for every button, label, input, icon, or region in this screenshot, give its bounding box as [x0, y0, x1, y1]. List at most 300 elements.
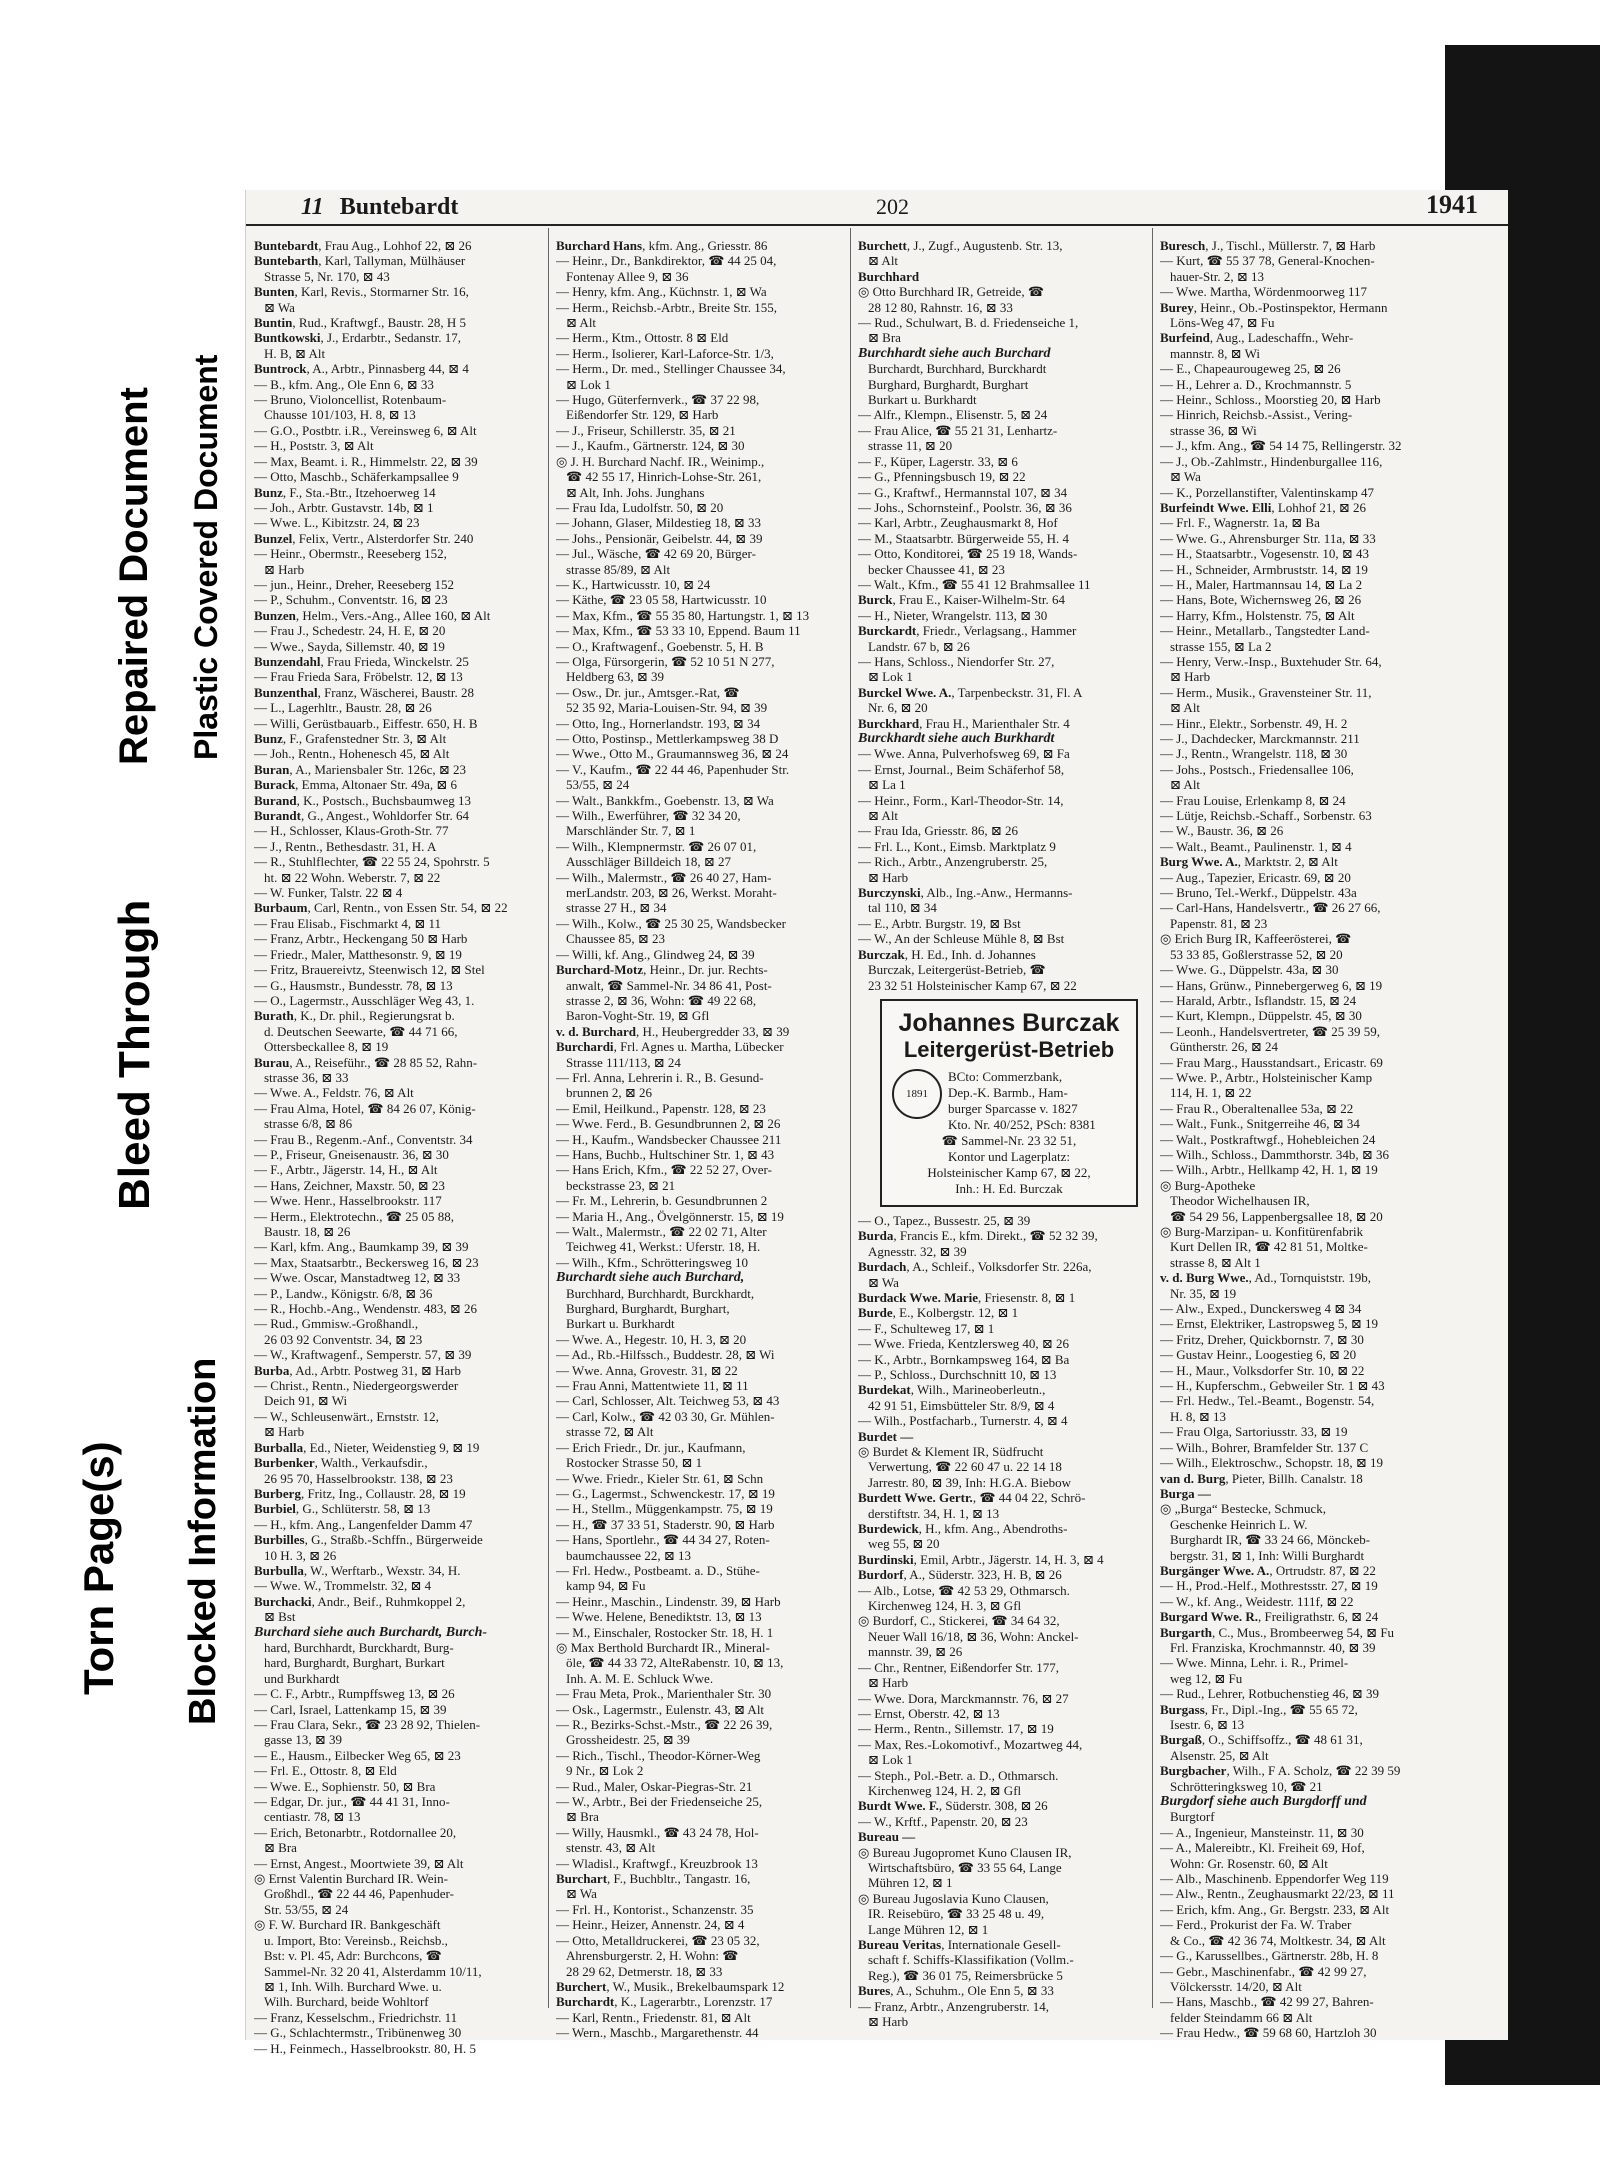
directory-entry: Verwertung, ☎ 22 60 47 u. 22 14 18 — [868, 1459, 1062, 1475]
directory-entry: — Frl. H., Kontorist., Schanzenstr. 35 — [556, 1901, 754, 1917]
directory-entry: Wirtschaftsbüro, ☎ 33 55 64, Lange — [868, 1859, 1062, 1875]
directory-entry: — Osw., Dr. jur., Amtsger.-Rat, ☎ — [556, 684, 740, 700]
column-4 — [1160, 238, 1460, 2041]
directory-entry: — Wwe. Helene, Benediktstr. 13, ⊠ 13 — [556, 1609, 762, 1625]
directory-entry: Burand, K., Postsch., Buchsbaumweg 13 — [254, 792, 472, 808]
directory-entry: Lange Mühren 12, ⊠ 1 — [868, 1921, 989, 1937]
directory-entry: ⊠ Wa — [1170, 469, 1201, 485]
directory-entry: — Frau J., Schedestr. 24, H. E, ⊠ 20 — [254, 623, 446, 639]
directory-entry: weg 55, ⊠ 20 — [868, 1536, 940, 1552]
directory-entry: — K., Porzellanstifter, Valentinskamp 47 — [1160, 484, 1375, 500]
directory-entry: — Wilh., Elektroschw., Schopstr. 18, ⊠ 19 — [1160, 1455, 1384, 1471]
directory-entry: — Kurt, ☎ 55 37 78, General-Knochen- — [1160, 253, 1375, 269]
directory-entry: Bst: v. Pl. 45, Adr: Burchcons, ☎ — [264, 1948, 442, 1964]
directory-entry: Str. 53/55, ⊠ 24 — [264, 1901, 349, 1917]
directory-entry: Papenstr. 81, ⊠ 23 — [1170, 915, 1268, 931]
directory-entry: — G., Hausmstr., Bundesstr. 78, ⊠ 13 — [254, 977, 453, 993]
directory-entry: ⊠ Harb — [868, 869, 909, 885]
directory-entry: — Frau Meta, Prok., Marienthaler Str. 30 — [556, 1686, 772, 1702]
directory-entry: — Willi, Gerüstbauarb., Eiffestr. 650, H. B — [254, 715, 478, 731]
directory-entry: Burkart u. Burkhardt — [868, 392, 977, 408]
directory-entry: — G., Karussellbes., Gärtnerstr. 28b, H. 8 — [1160, 1948, 1379, 1964]
directory-entry: d. Deutschen Seewarte, ☎ 44 71 66, — [264, 1023, 458, 1039]
directory-entry: Burbenker, Walth., Verkaufsdir., — [254, 1455, 428, 1471]
directory-entry: — J., kfm. Ang., ☎ 54 14 75, Rellingerstr. 32 — [1160, 438, 1402, 454]
directory-entry: — Wilh., Postfacharb., Turnerstr. 4, ⊠ 4 — [858, 1413, 1068, 1429]
directory-entry: IR. Reisebüro, ☎ 33 25 48 u. 49, — [868, 1906, 1045, 1922]
directory-entry: Burey, Heinr., Ob.-Postinspektor, Hermann — [1160, 299, 1388, 315]
directory-entry: Burdett Wwe. Gertr., ☎ 44 04 22, Schrö- — [858, 1490, 1086, 1506]
directory-entry: 42 91 51, Eimsbütteler Str. 8/9, ⊠ 4 — [868, 1397, 1055, 1413]
directory-entry: — Edgar, Dr. jur., ☎ 44 41 31, Inno- — [254, 1794, 450, 1810]
directory-entry: — R., Hochb.-Ang., Wendenstr. 483, ⊠ 26 — [254, 1301, 478, 1317]
directory-entry: — Hans, Buchb., Hultschiner Str. 1, ⊠ 43 — [556, 1146, 775, 1162]
directory-entry: — Otto, Maschb., Schäferkampsallee 9 — [254, 469, 459, 485]
directory-entry: Fontenay Allee 9, ⊠ 36 — [566, 268, 689, 284]
directory-entry: — Walt., Kfm., ☎ 55 41 12 Brahmsallee 11 — [858, 576, 1091, 592]
directory-entry: Burdorf, A., Süderstr. 323, H. B, ⊠ 26 — [858, 1567, 1062, 1583]
directory-entry: — E., Hausm., Eilbecker Weg 65, ⊠ 23 — [254, 1747, 461, 1763]
directory-entry: Burath, K., Dr. phil., Regierungsrat b. — [254, 1008, 455, 1024]
directory-entry: Burbiel, G., Schlüterstr. 58, ⊠ 13 — [254, 1501, 431, 1517]
directory-entry: Burchacki, Andr., Beif., Ruhmkoppel 2, — [254, 1593, 466, 1609]
directory-entry: — G., Schlachtermstr., Tribünenweg 30 — [254, 2025, 462, 2041]
directory-entry: Burgass, Fr., Dipl.-Ing., ☎ 55 65 72, — [1160, 1701, 1358, 1717]
directory-entry: Burgard Wwe. R., Freiligrathstr. 6, ⊠ 24 — [1160, 1609, 1379, 1625]
directory-entry: strasse 27 H., ⊠ 34 — [566, 900, 667, 916]
directory-entry: Burdewick, H., kfm. Ang., Abendroths- — [858, 1521, 1068, 1537]
directory-entry: Burchhard, Burchhardt, Burckhardt, — [566, 1285, 755, 1301]
directory-entry: ◎ Otto Burchhard IR, Getreide, ☎ — [858, 284, 1045, 300]
directory-entry: — Fritz, Dreher, Quickbornstr. 7, ⊠ 30 — [1160, 1331, 1364, 1347]
directory-entry: — Harald, Arbtr., Isflandstr. 15, ⊠ 24 — [1160, 992, 1357, 1008]
directory-entry: Burdack Wwe. Marie, Friesenstr. 8, ⊠ 1 — [858, 1289, 1076, 1305]
ad-bank-line: Kto. Nr. 40/252, PSch: 8381 — [948, 1116, 1096, 1132]
directory-entry: — Joh., Rentn., Hohenesch 45, ⊠ Alt — [254, 746, 450, 762]
directory-entry: — H., Nieter, Wrangelstr. 113, ⊠ 30 — [858, 607, 1048, 623]
directory-entry: — Franz, Kesselschm., Friedrichstr. 11 — [254, 2009, 458, 2025]
directory-entry: — P., Landw., Königstr. 6/8, ⊠ 36 — [254, 1285, 433, 1301]
directory-entry: — Ernst, Journal., Beim Schäferhof 58, — [858, 761, 1065, 777]
directory-entry: — H., Staatsarbtr., Vogesenstr. 10, ⊠ 43 — [1160, 546, 1370, 562]
directory-entry: — W., Krftf., Papenstr. 20, ⊠ 23 — [858, 1813, 1028, 1829]
directory-entry: — O., Lagermstr., Ausschläger Weg 43, 1. — [254, 992, 475, 1008]
directory-entry: — Henry, kfm. Ang., Küchnstr. 1, ⊠ Wa — [556, 284, 767, 300]
directory-entry: — Wladisl., Kraftwgf., Kreuzbrook 13 — [556, 1855, 758, 1871]
directory-entry: — Max, Kfm., ☎ 55 35 80, Hartungstr. 1, ⊠ 13 — [556, 607, 810, 623]
directory-entry: — Wilh., Klempnermstr. ☎ 26 07 01, — [556, 838, 757, 854]
directory-entry: bergstr. 31, ⊠ 1, Inh: Willi Burghardt — [1170, 1547, 1365, 1563]
directory-entry: centiastr. 78, ⊠ 13 — [264, 1809, 361, 1825]
directory-entry: 9 Nr., ⊠ Lok 2 — [566, 1763, 644, 1779]
directory-entry: H. B, ⊠ Alt — [264, 345, 326, 361]
directory-entry: ⊠ Alt — [1170, 700, 1201, 716]
directory-entry: — Wwe. W., Trommelstr. 32, ⊠ 4 — [254, 1578, 432, 1594]
directory-entry: Chausse 101/103, H. 8, ⊠ 13 — [264, 407, 416, 423]
directory-entry: — Hans, Maschb., ☎ 42 99 27, Bahren- — [1160, 1994, 1374, 2010]
directory-entry: — Wwe. P., Arbtr., Holsteinischer Kamp — [1160, 1069, 1373, 1085]
directory-entry: — H., Stellm., Müggenkampstr. 75, ⊠ 19 — [556, 1501, 773, 1517]
directory-entry: Burck, Frau E., Kaiser-Wilhelm-Str. 64 — [858, 592, 1065, 608]
directory-entry: ⊠ Bra — [566, 1809, 599, 1825]
directory-entry: — Fr. M., Lehrerin, b. Gesundbrunnen 2 — [556, 1193, 768, 1209]
directory-entry: — H., ☎ 37 33 51, Staderstr. 90, ⊠ Harb — [556, 1516, 775, 1532]
directory-entry: Buran, A., Mariensbaler Str. 126c, ⊠ 23 — [254, 761, 467, 777]
directory-entry: Burdekat, Wilh., Marineoberleutn., — [858, 1382, 1046, 1398]
directory-entry: Burgarth, C., Mus., Brombeerweg 54, ⊠ Fu — [1160, 1624, 1395, 1640]
directory-entry: Burgbacher, Wilh., F A. Scholz, ☎ 22 39 59 — [1160, 1763, 1401, 1779]
directory-entry: ⊠ Bra — [868, 330, 901, 346]
directory-entry: — Alb., Lotse, ☎ 42 53 29, Othmarsch. — [858, 1582, 1070, 1598]
directory-entry: 28 12 80, Rahnstr. 16, ⊠ 33 — [868, 299, 1013, 315]
directory-entry: Burandt, G., Angest., Wohldorfer Str. 64 — [254, 808, 470, 824]
directory-entry: baumchaussee 22, ⊠ 13 — [566, 1547, 691, 1563]
directory-entry: ⊠ Alt, Inh. Johs. Junghans — [566, 484, 705, 500]
directory-entry: — Christ., Rentn., Niedergeorgswerder — [254, 1378, 459, 1394]
directory-entry: — H., Feinmech., Hasselbrookstr. 80, H. 5 — [254, 2040, 477, 2056]
directory-entry: — K., Arbtr., Bornkampsweg 164, ⊠ Ba — [858, 1351, 1070, 1367]
directory-entry: — Frau Olga, Sartoriusstr. 33, ⊠ 19 — [1160, 1424, 1348, 1440]
directory-entry: Buntin, Rud., Kraftwgf., Baustr. 28, H 5 — [254, 315, 466, 331]
directory-entry: Güntherstr. 26, ⊠ 24 — [1170, 1039, 1279, 1055]
directory-entry: — Hans, Schloss., Niendorfer Str. 27, — [858, 653, 1055, 669]
directory-entry: ◎ Burg-Apotheke — [1160, 1177, 1256, 1193]
ad-title: Johannes Burczak — [898, 1008, 1120, 1037]
directory-entry: 53 33 85, Goßlerstrasse 52, ⊠ 20 — [1170, 946, 1343, 962]
directory-entry: Baustr. 18, ⊠ 26 — [264, 1224, 351, 1239]
column-number: 11 — [301, 194, 324, 220]
directory-entry: — Karl, Arbtr., Zeughausmarkt 8, Hof — [858, 515, 1058, 531]
directory-entry: — Hinr., Elektr., Sorbenstr. 49, H. 2 — [1160, 715, 1348, 731]
directory-entry: ⊠ Wa — [264, 299, 295, 315]
directory-entry: — Ferd., Prokurist der Fa. W. Traber — [1160, 1917, 1352, 1933]
directory-entry: — Joh., Arbtr. Gustavstr. 14b, ⊠ 1 — [254, 499, 434, 515]
directory-entry: — Harry, Kfm., Holstenstr. 75, ⊠ Alt — [1160, 607, 1355, 623]
directory-entry: — Kurt, Klempn., Düppelstr. 45, ⊠ 30 — [1160, 1008, 1362, 1024]
directory-entry: — Wwe. Ferd., B. Gesundbrunnen 2, ⊠ 26 — [556, 1116, 781, 1132]
directory-entry: — Alw., Exped., Dunckersweg 4 ⊠ 34 — [1160, 1301, 1362, 1317]
ad-address-line: Holsteinischer Kamp 67, ⊠ 22, — [927, 1164, 1091, 1180]
directory-entry: Burchert, W., Musik., Brekelbaumspark 12 — [556, 1978, 785, 1994]
directory-entry: — Herm., Rentn., Sillemstr. 17, ⊠ 19 — [858, 1721, 1054, 1737]
directory-entry: Burde, E., Kolbergstr. 12, ⊠ 1 — [858, 1305, 1019, 1321]
directory-entry: hard, Burghardt, Burghart, Burkart — [264, 1655, 445, 1671]
directory-entry: Wohn: Gr. Rosenstr. 60, ⊠ Alt — [1170, 1855, 1328, 1871]
directory-entry: Burda, Francis E., kfm. Direkt., ☎ 52 32 39, — [858, 1228, 1098, 1244]
directory-entry: strasse 155, ⊠ La 2 — [1170, 638, 1272, 654]
directory-entry: Burkart u. Burkhardt — [566, 1316, 675, 1332]
directory-entry: Frl. Franziska, Krochmannstr. 40, ⊠ 39 — [1170, 1639, 1376, 1655]
column-divider — [548, 228, 549, 2008]
directory-entry: Burgdorf siehe auch Burgdorff und — [1160, 1794, 1367, 1810]
directory-entry: Geschenke Heinrich L. W. — [1170, 1516, 1308, 1532]
ad-address-line: Kontor und Lagerplatz: — [947, 1148, 1070, 1164]
directory-entry: strasse 6/8, ⊠ 86 — [264, 1116, 353, 1132]
directory-entry: — Frau Clara, Sekr., ☎ 23 28 92, Thielen- — [254, 1717, 481, 1732]
directory-entry: ⊠ Wa — [566, 1886, 597, 1902]
directory-entry: — Wilh., Bohrer, Bramfelder Str. 137 C — [1160, 1439, 1369, 1455]
directory-entry: ◎ Ernst Valentin Burchard IR. Wein- — [254, 1871, 448, 1887]
directory-entry: — O., Kraftwagenf., Goebenstr. 5, H. B — [556, 638, 764, 654]
directory-entry: — Johann, Glaser, Mildestieg 18, ⊠ 33 — [556, 515, 761, 531]
directory-entry: Bunz, F., Sta.-Btr., Itzehoerweg 14 — [254, 484, 436, 500]
directory-entry: Burczynski, Alb., Ing.-Anw., Hermanns- — [858, 885, 1073, 901]
directory-entry: — Otto, Postinsp., Mettlerkampsweg 38 D — [556, 731, 779, 746]
directory-entry: — H., Maler, Hartmannsau 14, ⊠ La 2 — [1160, 576, 1363, 592]
directory-entry: — Erich, kfm. Ang., Gr. Bergstr. 233, ⊠ Alt — [1160, 1901, 1390, 1917]
directory-entry: — V., Kaufm., ☎ 22 44 46, Papenhuder Str. — [556, 761, 790, 777]
page-header — [246, 190, 1508, 222]
directory-entry: — H., Schneider, Armbruststr. 14, ⊠ 19 — [1160, 561, 1368, 577]
directory-entry: Burg Wwe. A., Marktstr. 2, ⊠ Alt — [1160, 854, 1338, 870]
ad-phone: ☎ Sammel-Nr. 23 32 51, — [941, 1132, 1077, 1148]
directory-entry: Heldberg 63, ⊠ 39 — [566, 669, 665, 685]
directory-entry: felder Steindamm 66 ⊠ Alt — [1170, 2009, 1313, 2025]
directory-entry: — Heinr., Dr., Bankdirektor, ☎ 44 25 04, — [556, 253, 777, 269]
directory-entry: — Otto, Konditorei, ☎ 25 19 18, Wands- — [858, 546, 1078, 562]
directory-entry: — Heinr., Obermstr., Reeseberg 152, — [254, 546, 447, 562]
ad-address — [888, 1149, 1130, 1197]
directory-entry: Bunten, Karl, Revis., Stormarner Str. 16, — [254, 284, 469, 300]
directory-entry: 28 29 62, Detmerstr. 18, ⊠ 33 — [566, 1963, 723, 1979]
directory-entry: 53/55, ⊠ 24 — [566, 777, 630, 793]
directory-entry: — Wwe. E., Sophienstr. 50, ⊠ Bra — [254, 1778, 436, 1794]
directory-entry: ht. ⊠ 22 Wohn. Weberstr. 7, ⊠ 22 — [264, 869, 441, 885]
directory-entry: — A., Ingenieur, Mansteinstr. 11, ⊠ 30 — [1160, 1824, 1364, 1840]
directory-entry: — Wilh., Kfm., Schrötteringsweg 10 — [556, 1254, 749, 1270]
directory-entry: — W., Schleusenwärt., Ernststr. 12, — [254, 1408, 439, 1424]
directory-entry: ◎ Bureau Jugopromet Kuno Clausen IR, — [858, 1844, 1072, 1860]
directory-entry: — Frl. E., Ottostr. 8, ⊠ Eld — [254, 1763, 397, 1779]
directory-entry: — Fritz, Brauereivtz, Steenwisch 12, ⊠ Stel — [254, 962, 485, 978]
directory-entry: — Frau Alice, ☎ 55 21 31, Lenhartz- — [858, 422, 1058, 438]
directory-entry: — W. Funker, Talstr. 22 ⊠ 4 — [254, 885, 403, 901]
directory-entry: Bureau Veritas, Internationale Gesell- — [858, 1937, 1061, 1952]
directory-entry: weg 12, ⊠ Fu — [1170, 1670, 1243, 1686]
directory-entry: Burchardi, Frl. Agnes u. Martha, Lübecker — [556, 1039, 784, 1055]
directory-entry: strasse 36, ⊠ Wi — [1170, 422, 1257, 438]
directory-entry: — Gustav Heinr., Loogestieg 6, ⊠ 20 — [1160, 1347, 1357, 1363]
directory-entry: Burghard, Burghardt, Burghart — [868, 376, 1029, 392]
directory-entry: — Wilh., Ewerführer, ☎ 32 34 20, — [556, 808, 741, 824]
directory-entry: Kirchenweg 124, H. 2, ⊠ Gfl — [868, 1782, 1022, 1798]
directory-entry: schaft f. Schiffs-Klassifikation (Vollm.- — [868, 1952, 1074, 1968]
directory-entry: Burfeindt Wwe. Elli, Lohhof 21, ⊠ 26 — [1160, 499, 1367, 515]
year: 1941 — [1426, 190, 1478, 219]
directory-entry: Buntkowski, J., Erdarbtr., Sedanstr. 17, — [254, 330, 461, 346]
directory-entry: Bunzendahl, Frau Frieda, Winckelstr. 25 — [254, 653, 469, 669]
directory-entry: becker Chaussee 41, ⊠ 23 — [868, 561, 1005, 577]
directory-entry: — K., Hartwicusstr. 10, ⊠ 24 — [556, 576, 711, 592]
directory-entry: Burchardt siehe auch Burchard, — [556, 1270, 745, 1286]
directory-entry: Buntebardt, Frau Aug., Lohhof 22, ⊠ 26 — [254, 238, 472, 253]
directory-entry: Schrötteringksweg 10, ☎ 21 — [1170, 1778, 1323, 1794]
directory-entry: — Rich., Arbtr., Anzengruberstr. 25, — [858, 854, 1048, 870]
column-1 — [254, 238, 542, 2056]
ad-bank-line: Dep.-K. Barmb., Ham- — [948, 1084, 1068, 1100]
column-divider — [850, 228, 851, 2008]
directory-entry: Burberg, Fritz, Ing., Collaustr. 28, ⊠ 19 — [254, 1485, 466, 1501]
directory-entry: — Ad., Rb.-Hilfssch., Buddestr. 28, ⊠ Wi — [556, 1347, 775, 1363]
directory-entry: — Rud., Gmmisw.-Großhandl., — [254, 1316, 419, 1332]
directory-entry: — Frau Frieda Sara, Fröbelstr. 12, ⊠ 13 — [254, 669, 463, 685]
directory-entry: — Chr., Rentner, Eißendorfer Str. 177, — [858, 1659, 1059, 1675]
directory-entry: — Heinr., Schloss., Moorstieg 20, ⊠ Harb — [1160, 392, 1381, 408]
directory-entry: — Rud., Schulwart, B. d. Friedenseiche 1, — [858, 315, 1079, 331]
directory-entry: Mühren 12, ⊠ 1 — [868, 1875, 953, 1891]
directory-entry: — J., Friseur, Schillerstr. 35, ⊠ 21 — [556, 422, 736, 438]
directory-entry: Ausschläger Billdeich 18, ⊠ 27 — [566, 854, 732, 870]
directory-entry: — E., Chapeaurougeweg 25, ⊠ 26 — [1160, 361, 1341, 377]
directory-entry: — Hans Erich, Kfm., ☎ 22 52 27, Over- — [556, 1162, 772, 1178]
directory-entry: derstiftstr. 34, H. 1, ⊠ 13 — [868, 1505, 1000, 1521]
directory-entry: Burchardt, K., Lagerarbtr., Lorenzstr. 17 — [556, 1994, 773, 2010]
directory-entry: — Aug., Tapezier, Ericastr. 69, ⊠ 20 — [1160, 869, 1351, 885]
directory-entry: Burchhardt siehe auch Burchard — [858, 345, 1051, 361]
directory-entry: — Max, Beamt. i. R., Himmelstr. 22, ⊠ 39 — [254, 453, 478, 469]
directory-entry: — H., Maur., Volksdorfer Str. 10, ⊠ 22 — [1160, 1362, 1365, 1378]
directory-entry: — H., Kaufm., Wandsbecker Chaussee 211 — [556, 1131, 782, 1147]
directory-entry: — Otto, Metalldruckerei, ☎ 23 05 32, — [556, 1932, 760, 1948]
directory-entry: Marschländer Str. 7, ⊠ 1 — [566, 823, 696, 839]
directory-entry: — Käthe, ☎ 23 05 58, Hartwicusstr. 10 — [556, 592, 767, 608]
directory-entry: Burdt Wwe. F., Süderstr. 308, ⊠ 26 — [858, 1798, 1048, 1814]
directory-entry: Eißendorfer Str. 129, ⊠ Harb — [566, 407, 719, 423]
directory-entry: — P., Schloss., Durchschnitt 10, ⊠ 13 — [858, 1366, 1057, 1382]
directory-entry: strasse 8, ⊠ Alt 1 — [1170, 1254, 1261, 1270]
directory-entry: — Steph., Pol.-Betr. a. D., Othmarsch. — [858, 1767, 1059, 1783]
directory-entry: Burbaum, Carl, Rentn., von Essen Str. 54, ⊠ 22 — [254, 900, 508, 916]
directory-entry: ⊠ Alt — [868, 253, 899, 269]
directory-entry: — Wwe. Anna, Pulverhofsweg 69, ⊠ Fa — [858, 746, 1070, 762]
directory-entry: Ahrensburgerstr. 2, H. Wohn: ☎ — [566, 1948, 739, 1964]
directory-entry: mannstr. 8, ⊠ Wi — [1170, 345, 1260, 361]
directory-entry: 26 03 92 Conventstr. 34, ⊠ 23 — [264, 1331, 423, 1347]
directory-entry: — Heinr., Form., Karl-Theodor-Str. 14, — [858, 792, 1064, 808]
directory-entry: — C. F., Arbtr., Rumpffsweg 13, ⊠ 26 — [254, 1686, 455, 1702]
directory-entry: ⊠ Alt — [868, 808, 899, 824]
directory-entry: — Erich Friedr., Dr. jur., Kaufmann, — [556, 1439, 746, 1455]
directory-entry: Burga — — [1160, 1485, 1211, 1501]
directory-entry: — Carl, Israel, Lattenkamp 15, ⊠ 39 — [254, 1701, 447, 1717]
directory-entry: — Heinr., Metallarb., Tangstedter Land- — [1160, 623, 1370, 639]
directory-entry: Burdinski, Emil, Arbtr., Jägerstr. 14, H. 3, ⊠ 4 — [858, 1551, 1104, 1567]
directory-entry: — Frl. Hedw., Postbeamt. a. D., Stühe- — [556, 1562, 760, 1578]
directory-entry: ⊠ Lok 1 — [566, 376, 611, 392]
directory-entry: — Wwe. A., Feldstr. 76, ⊠ Alt — [254, 1085, 414, 1101]
directory-entry: hauer-Str. 2, ⊠ 13 — [1170, 268, 1265, 284]
directory-entry: Burdet — — [858, 1428, 914, 1444]
directory-entry: — Carl-Hans, Handelsvertr., ☎ 26 27 66, — [1160, 900, 1381, 916]
directory-entry: ◎ Bureau Jugoslavia Kuno Clausen, — [858, 1890, 1049, 1906]
directory-entry: — Ernst, Oberstr. 42, ⊠ 13 — [858, 1705, 1000, 1721]
directory-entry: — Herm., Isolierer, Karl-Laforce-Str. 1/3, — [556, 345, 774, 361]
directory-entry: — Bruno, Violoncellist, Rotenbaum- — [254, 392, 447, 408]
directory-entry: mannstr. 39, ⊠ 26 — [868, 1644, 963, 1660]
directory-entry: — Hans, Sportlehr., ☎ 44 34 27, Roten- — [556, 1532, 770, 1548]
directory-entry: — Frau Marg., Hausstandsart., Ericastr. 69 — [1160, 1054, 1383, 1070]
directory-entry: ⊠ Bst — [264, 1609, 296, 1625]
directory-entry: — Rud., Lehrer, Rotbuchenstieg 46, ⊠ 39 — [1160, 1686, 1380, 1702]
directory-entry: gasse 13, ⊠ 39 — [264, 1732, 343, 1748]
directory-entry: — Ernst, Elektriker, Lastropsweg 5, ⊠ 19 — [1160, 1316, 1378, 1332]
directory-entry: Nr. 35, ⊠ 19 — [1170, 1285, 1237, 1301]
directory-entry: — Wwe. Dora, Marckmannstr. 76, ⊠ 27 — [858, 1690, 1069, 1706]
ad-address-line: Inh.: H. Ed. Burczak — [955, 1180, 1063, 1196]
advertisement-burczak — [880, 999, 1138, 1207]
directory-entry: — G.O., Postbtr. i.R., Vereinsweg 6, ⊠ Alt — [254, 422, 477, 438]
directory-entry: ⊠ Harb — [264, 1424, 305, 1440]
directory-entry: Bures, A., Schuhm., Ole Enn 5, ⊠ 33 — [858, 1983, 1054, 1999]
directory-entry: — Johs., Schornsteinf., Poolstr. 36, ⊠ 36 — [858, 499, 1072, 515]
directory-entry: — Wwe. Martha, Wördenmoorweg 117 — [1160, 284, 1367, 300]
label-repaired-document: Repaired Document — [112, 387, 156, 765]
directory-entry: — H., Schlosser, Klaus-Groth-Str. 77 — [254, 823, 449, 839]
directory-entry: Burckel Wwe. A., Tarpenbeckstr. 31, Fl. A — [858, 684, 1083, 700]
directory-entry: Burgtorf — [1170, 1809, 1215, 1825]
directory-entry: — Alb., Maschinenb. Eppendorfer Weg 119 — [1160, 1871, 1389, 1887]
directory-entry: Großhdl., ☎ 22 44 46, Papenhuder- — [264, 1886, 454, 1902]
directory-entry: Deich 91, ⊠ Wi — [264, 1393, 348, 1409]
directory-entry: — Frau Louise, Erlenkamp 8, ⊠ 24 — [1160, 792, 1346, 808]
directory-entry: ⊠ La 1 — [868, 777, 906, 793]
directory-entry: Reg.), ☎ 36 01 75, Reimersbrücke 5 — [868, 1967, 1063, 1983]
directory-entry: — Maria H., Ang., Övelgönnerstr. 15, ⊠ 19 — [556, 1208, 784, 1224]
directory-entry: — Johs., Pensionär, Geibelstr. 44, ⊠ 39 — [556, 530, 763, 546]
directory-entry: Agnesstr. 32, ⊠ 39 — [868, 1243, 967, 1259]
directory-entry: — Bruno, Tel.-Werkf., Düppelstr. 43a — [1160, 885, 1357, 901]
directory-entry: Ottersbeckallee 8, ⊠ 19 — [264, 1039, 389, 1055]
directory-entry: — Frl. F., Wagnerstr. 1a, ⊠ Ba — [1160, 515, 1320, 531]
directory-entry: — F., Schulteweg 17, ⊠ 1 — [858, 1320, 995, 1336]
directory-entry: — H., kfm. Ang., Langenfelder Damm 47 — [254, 1516, 473, 1532]
seal-icon: 1891 — [892, 1069, 942, 1119]
header-rule — [246, 224, 1508, 226]
directory-entry: — Hans, Grünw., Pinnebergerweg 6, ⊠ 19 — [1160, 977, 1383, 993]
directory-entry: Burchard siehe auch Burchardt, Burch- — [254, 1624, 488, 1640]
directory-entry: — Wern., Maschb., Margarethenstr. 44 — [556, 2025, 759, 2041]
directory-entry: — W., Baustr. 36, ⊠ 26 — [1160, 823, 1284, 839]
directory-entry: Burczak, H. Ed., Inh. d. Johannes — [858, 946, 1036, 962]
directory-entry: Burghardt IR, ☎ 33 24 66, Mönckeb- — [1170, 1532, 1371, 1548]
directory-entry: ⊠ Harb — [868, 2014, 909, 2030]
directory-entry: ⊠ Lok 1 — [868, 1752, 913, 1768]
directory-entry: — Heinr., Maschin., Lindenstr. 39, ⊠ Harb — [556, 1593, 781, 1609]
directory-entry: — Wilh., Schloss., Dammthorstr. 34b, ⊠ 36 — [1160, 1146, 1389, 1162]
directory-entry: — W., Kraftwagenf., Semperstr. 57, ⊠ 39 — [254, 1347, 472, 1363]
directory-entry: Burckardt, Friedr., Verlagsang., Hammer — [858, 623, 1077, 639]
directory-entry: v. d. Burg Wwe., Ad., Tornquiststr. 19b, — [1160, 1270, 1371, 1286]
directory-entry: — Frl. Anna, Lehrerin i. R., B. Gesund- — [556, 1069, 764, 1085]
directory-entry: — Wwe. Oscar, Manstadtweg 12, ⊠ 33 — [254, 1270, 461, 1286]
directory-entry: — R., Stuhlflechter, ☎ 22 55 24, Spohrstr. 5 — [254, 854, 490, 870]
column-3-lower — [858, 1213, 1146, 2030]
directory-entry: Bunzel, Felix, Vertr., Alsterdorfer Str. 240 — [254, 530, 474, 546]
directory-entry: — H., Lehrer a. D., Krochmannstr. 5 — [1160, 376, 1352, 392]
label-torn-pages: Torn Page(s) — [75, 1441, 122, 1695]
directory-entry: — H., Poststr. 3, ⊠ Alt — [254, 438, 374, 454]
directory-entry: — Hans, Bote, Wichernsweg 26, ⊠ 26 — [1160, 592, 1362, 608]
directory-entry: Buntrock, A., Arbtr., Pinnasberg 44, ⊠ 4 — [254, 361, 469, 377]
directory-entry: — Walt., Funk., Snitgerreihe 46, ⊠ 34 — [1160, 1116, 1360, 1132]
directory-entry: ◎ Burg-Marzipan- u. Konfitürenfabrik — [1160, 1224, 1364, 1239]
directory-entry: — Wwe. G., Düppelstr. 43a, ⊠ 30 — [1160, 962, 1339, 978]
directory-page — [245, 190, 1508, 2056]
directory-entry: strasse 36, ⊠ 33 — [264, 1069, 349, 1085]
directory-entry: Rostocker Strasse 50, ⊠ 1 — [566, 1455, 703, 1471]
column-3 — [858, 238, 1146, 2029]
directory-entry: Chaussee 85, ⊠ 23 — [566, 931, 665, 947]
